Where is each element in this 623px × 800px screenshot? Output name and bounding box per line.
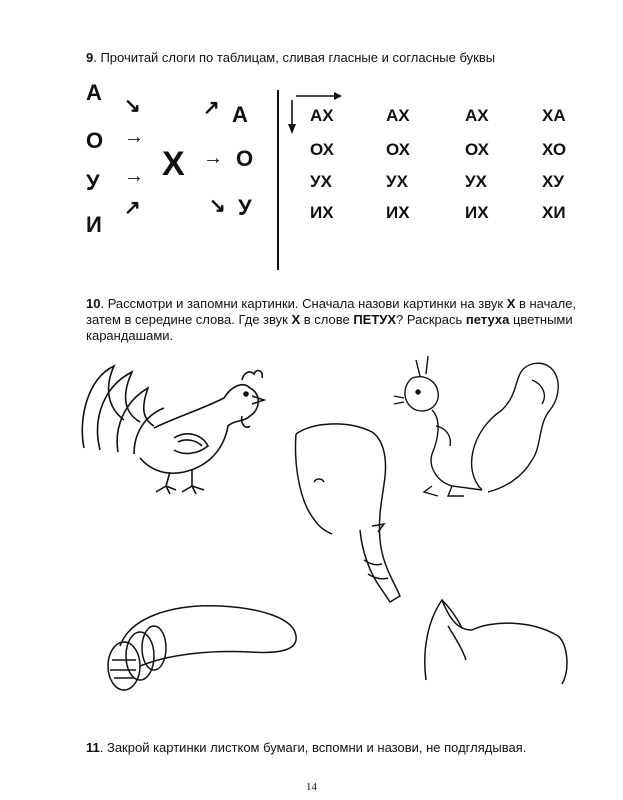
syllable-cell: ХО (542, 140, 567, 159)
task-10-text-4: ? Раскрась (396, 312, 466, 327)
syllable-cell: ХИ (542, 203, 566, 222)
task-10-text-3: в слове (300, 312, 354, 327)
task-10-text-1: . Рассмотри и запомни картинки. Сначала назови картинки на звук (100, 296, 507, 311)
rooster-picture (74, 358, 274, 498)
syllable-cell: ХУ (542, 172, 564, 191)
task-9-text: . Прочитай слоги по таблицам, сливая гласные и согласные буквы (93, 50, 496, 65)
table-divider (277, 90, 279, 270)
task-10-number: 10 (86, 296, 101, 311)
task-11-text: . Закрой картинки листком бумаги, вспомни и назови, не подглядывая. (99, 740, 527, 755)
bread-picture (100, 596, 300, 696)
left-vowel-o: О (86, 128, 104, 153)
word-petukh: ПЕТУХ (353, 312, 397, 327)
syllable-cell: ИХ (465, 203, 489, 222)
task-11-instruction (86, 740, 526, 756)
left-vowel-u: У (86, 170, 100, 195)
word-petukha: петуха (465, 312, 510, 327)
syllable-cell: ОХ (386, 140, 410, 159)
syllable-cell: АХ (386, 106, 410, 125)
task-9-instruction (86, 50, 495, 66)
right-vowel-u: У (238, 195, 252, 220)
syllable-cell: ОХ (465, 140, 489, 159)
syllable-cell: УХ (310, 172, 332, 191)
sound-x: Х (291, 312, 301, 327)
syllable-cell: ОХ (310, 140, 334, 159)
syllable-cell: ИХ (310, 203, 334, 222)
task-9-number: 9 (86, 50, 94, 65)
arrow-up-right-icon: ↗ (203, 97, 220, 119)
task-10-instruction (86, 296, 596, 344)
arrow-down-right-icon: ↘ (124, 95, 141, 117)
task-10-text-2: в начале, затем в середине слова. Где звук (86, 296, 577, 327)
cat-picture (422, 580, 572, 690)
center-consonant: Х (162, 145, 185, 183)
syllable-cell: АХ (310, 106, 334, 125)
arrow-up-right-icon: ↗ (124, 197, 141, 219)
squirrel-picture (392, 350, 572, 510)
syllable-cell: АХ (465, 106, 489, 125)
syllable-cell: ИХ (386, 203, 410, 222)
arrow-right-icon: → (203, 147, 223, 169)
left-vowel-i: И (86, 212, 102, 237)
arrow-right-icon: → (124, 126, 144, 148)
task-11-number: 11 (86, 740, 100, 755)
elephant-picture (292, 420, 412, 610)
arrow-down-right-icon: ↘ (209, 195, 226, 217)
syllable-cell: УХ (465, 172, 487, 191)
syllable-cell: ХА (542, 106, 566, 125)
sound-x: Х (506, 296, 516, 311)
syllable-cell: УХ (386, 172, 408, 191)
right-vowel-o: О (236, 146, 254, 171)
left-vowel-a: А (86, 80, 102, 105)
task-10-text-5: цветными карандашами. (86, 312, 573, 343)
right-vowel-a: А (232, 102, 248, 127)
page-number: 14 (306, 781, 317, 793)
arrow-right-icon: → (124, 165, 144, 187)
